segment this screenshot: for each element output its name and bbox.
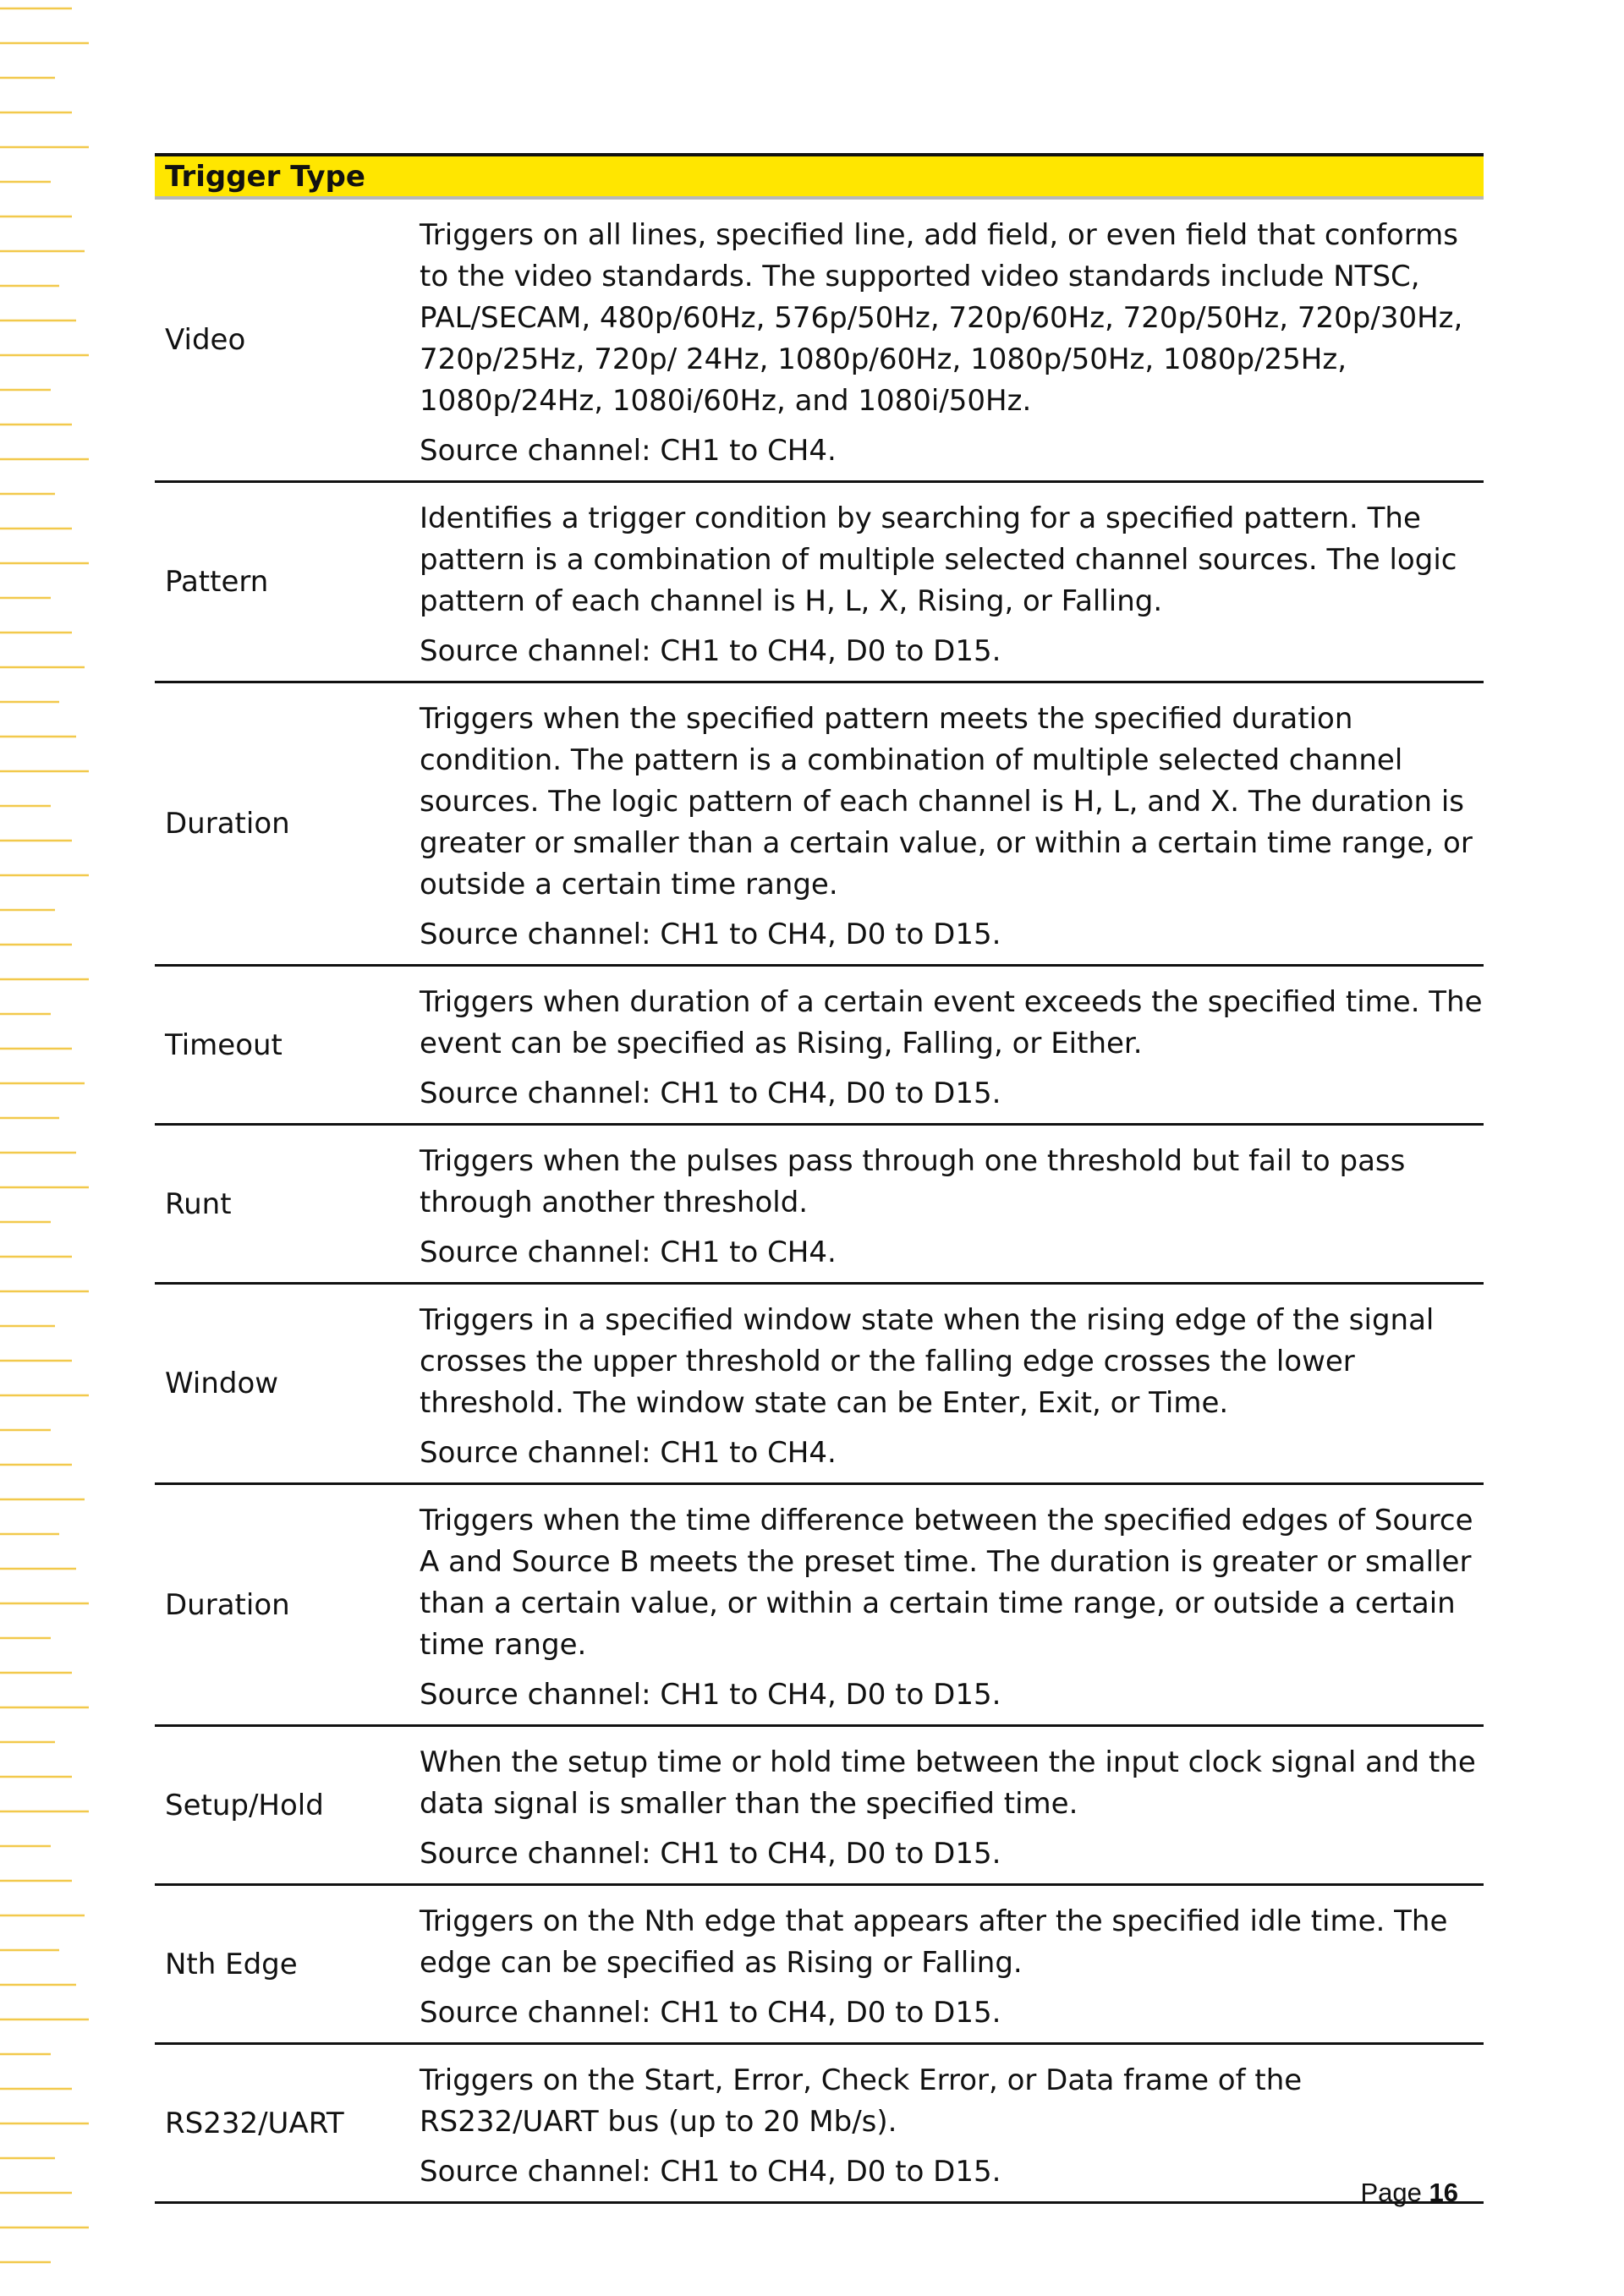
row-source: Source channel: CH1 to CH4, D0 to D15. <box>420 634 1001 668</box>
row-body <box>420 1485 1484 1724</box>
row-name: Duration <box>165 807 290 841</box>
table-row <box>155 483 1484 683</box>
row-body <box>420 1727 1484 1883</box>
decorative-side-marks <box>0 0 97 2296</box>
row-description: When the setup time or hold time between the input clock signal and the data signal is smaller than the specified time. <box>420 1745 1476 1821</box>
row-source: Source channel: CH1 to CH4, D0 to D15. <box>420 918 1001 951</box>
table-row <box>155 683 1484 967</box>
page-label: Page <box>1360 2178 1422 2207</box>
row-body <box>420 1285 1484 1482</box>
row-source: Source channel: CH1 to CH4, D0 to D15. <box>420 1678 1001 1712</box>
table-row <box>155 1126 1484 1285</box>
table-row <box>155 200 1484 483</box>
page-number <box>1360 2178 1458 2208</box>
row-name: Window <box>165 1367 279 1400</box>
table-row <box>155 1285 1484 1485</box>
row-description: Triggers on the Nth edge that appears after the specified idle time. The edge can be specified as Rising or Falling. <box>420 1904 1448 1980</box>
row-description: Triggers on the Start, Error, Check Error, or Data frame of the RS232/UART bus (up to 20 Mb/s). <box>420 2063 1303 2139</box>
row-description: Triggers in a specified window state when the rising edge of the signal crosses the upper threshold or the falling edge crosses the lower threshold. The window state can be Enter, Exit, or Time. <box>420 1303 1435 1420</box>
row-source: Source channel: CH1 to CH4. <box>420 1236 837 1269</box>
row-description: Triggers when the specified pattern meets the specified duration condition. The pattern is a combination of multiple selected channel sources. The logic pattern of each channel is H, L, and X. The duration is greater or smaller than a certain value, or within a certain time range, or outside a certain time range. <box>420 702 1473 901</box>
row-source: Source channel: CH1 to CH4, D0 to D15. <box>420 1996 1001 2030</box>
table-row <box>155 2045 1484 2204</box>
row-body <box>420 200 1484 480</box>
row-name: Timeout <box>165 1027 283 1062</box>
row-name: RS232/UART <box>165 2106 344 2140</box>
trigger-type-table <box>155 153 1484 2204</box>
page-number-value: 16 <box>1429 2178 1458 2207</box>
row-body <box>420 483 1484 681</box>
row-body <box>420 967 1484 1123</box>
row-source: Source channel: CH1 to CH4, D0 to D15. <box>420 1077 1001 1110</box>
row-source: Source channel: CH1 to CH4. <box>420 434 837 468</box>
row-body <box>420 1126 1484 1282</box>
row-description: Triggers when duration of a certain event exceeds the specified time. The event can be specified as Rising, Falling, or Either. <box>420 985 1483 1060</box>
table-row <box>155 1886 1484 2045</box>
row-description: Triggers on all lines, specified line, add field, or even field that conforms to the video standards. The supported video standards include NTSC, PAL/SECAM, 480p/60Hz, 576p/50Hz, 720p/60Hz, 720p/50Hz, 720p/30Hz, 720p/25Hz, 720p/ 24Hz, 1080p/60Hz, 1080p/50Hz, 1080p/25Hz, 1080p/24Hz, 1080i/60Hz, and 1080i/50Hz. <box>420 218 1463 418</box>
table-row <box>155 1727 1484 1886</box>
row-body <box>420 683 1484 964</box>
row-source: Source channel: CH1 to CH4, D0 to D15. <box>420 2155 1001 2189</box>
row-body <box>420 1886 1484 2042</box>
row-description: Triggers when the time difference between the specified edges of Source A and Source B meets the preset time. The duration is greater or smaller than a certain value, or within a certain time range, or outside a certain time range. <box>420 1504 1473 1662</box>
row-source: Source channel: CH1 to CH4, D0 to D15. <box>420 1837 1001 1871</box>
table-row <box>155 967 1484 1126</box>
table-row <box>155 1485 1484 1727</box>
row-name: Duration <box>165 1587 290 1622</box>
row-name: Setup/Hold <box>165 1788 324 1822</box>
table-header <box>155 153 1484 200</box>
row-description: Identifies a trigger condition by searching for a specified pattern. The pattern is a combination of multiple selected channel sources. The logic pattern of each channel is H, L, X, Rising, or Falling. <box>420 501 1457 618</box>
row-source: Source channel: CH1 to CH4. <box>420 1436 837 1470</box>
side-marks-graphic <box>0 0 97 2296</box>
row-body <box>420 2045 1484 2201</box>
row-name: Nth Edge <box>165 1947 298 1981</box>
row-name: Pattern <box>165 565 269 599</box>
row-description: Triggers when the pulses pass through one threshold but fail to pass through another threshold. <box>420 1144 1406 1219</box>
table-header-label: Trigger Type <box>165 159 365 194</box>
row-name: Runt <box>165 1186 232 1221</box>
row-name: Video <box>165 323 246 357</box>
